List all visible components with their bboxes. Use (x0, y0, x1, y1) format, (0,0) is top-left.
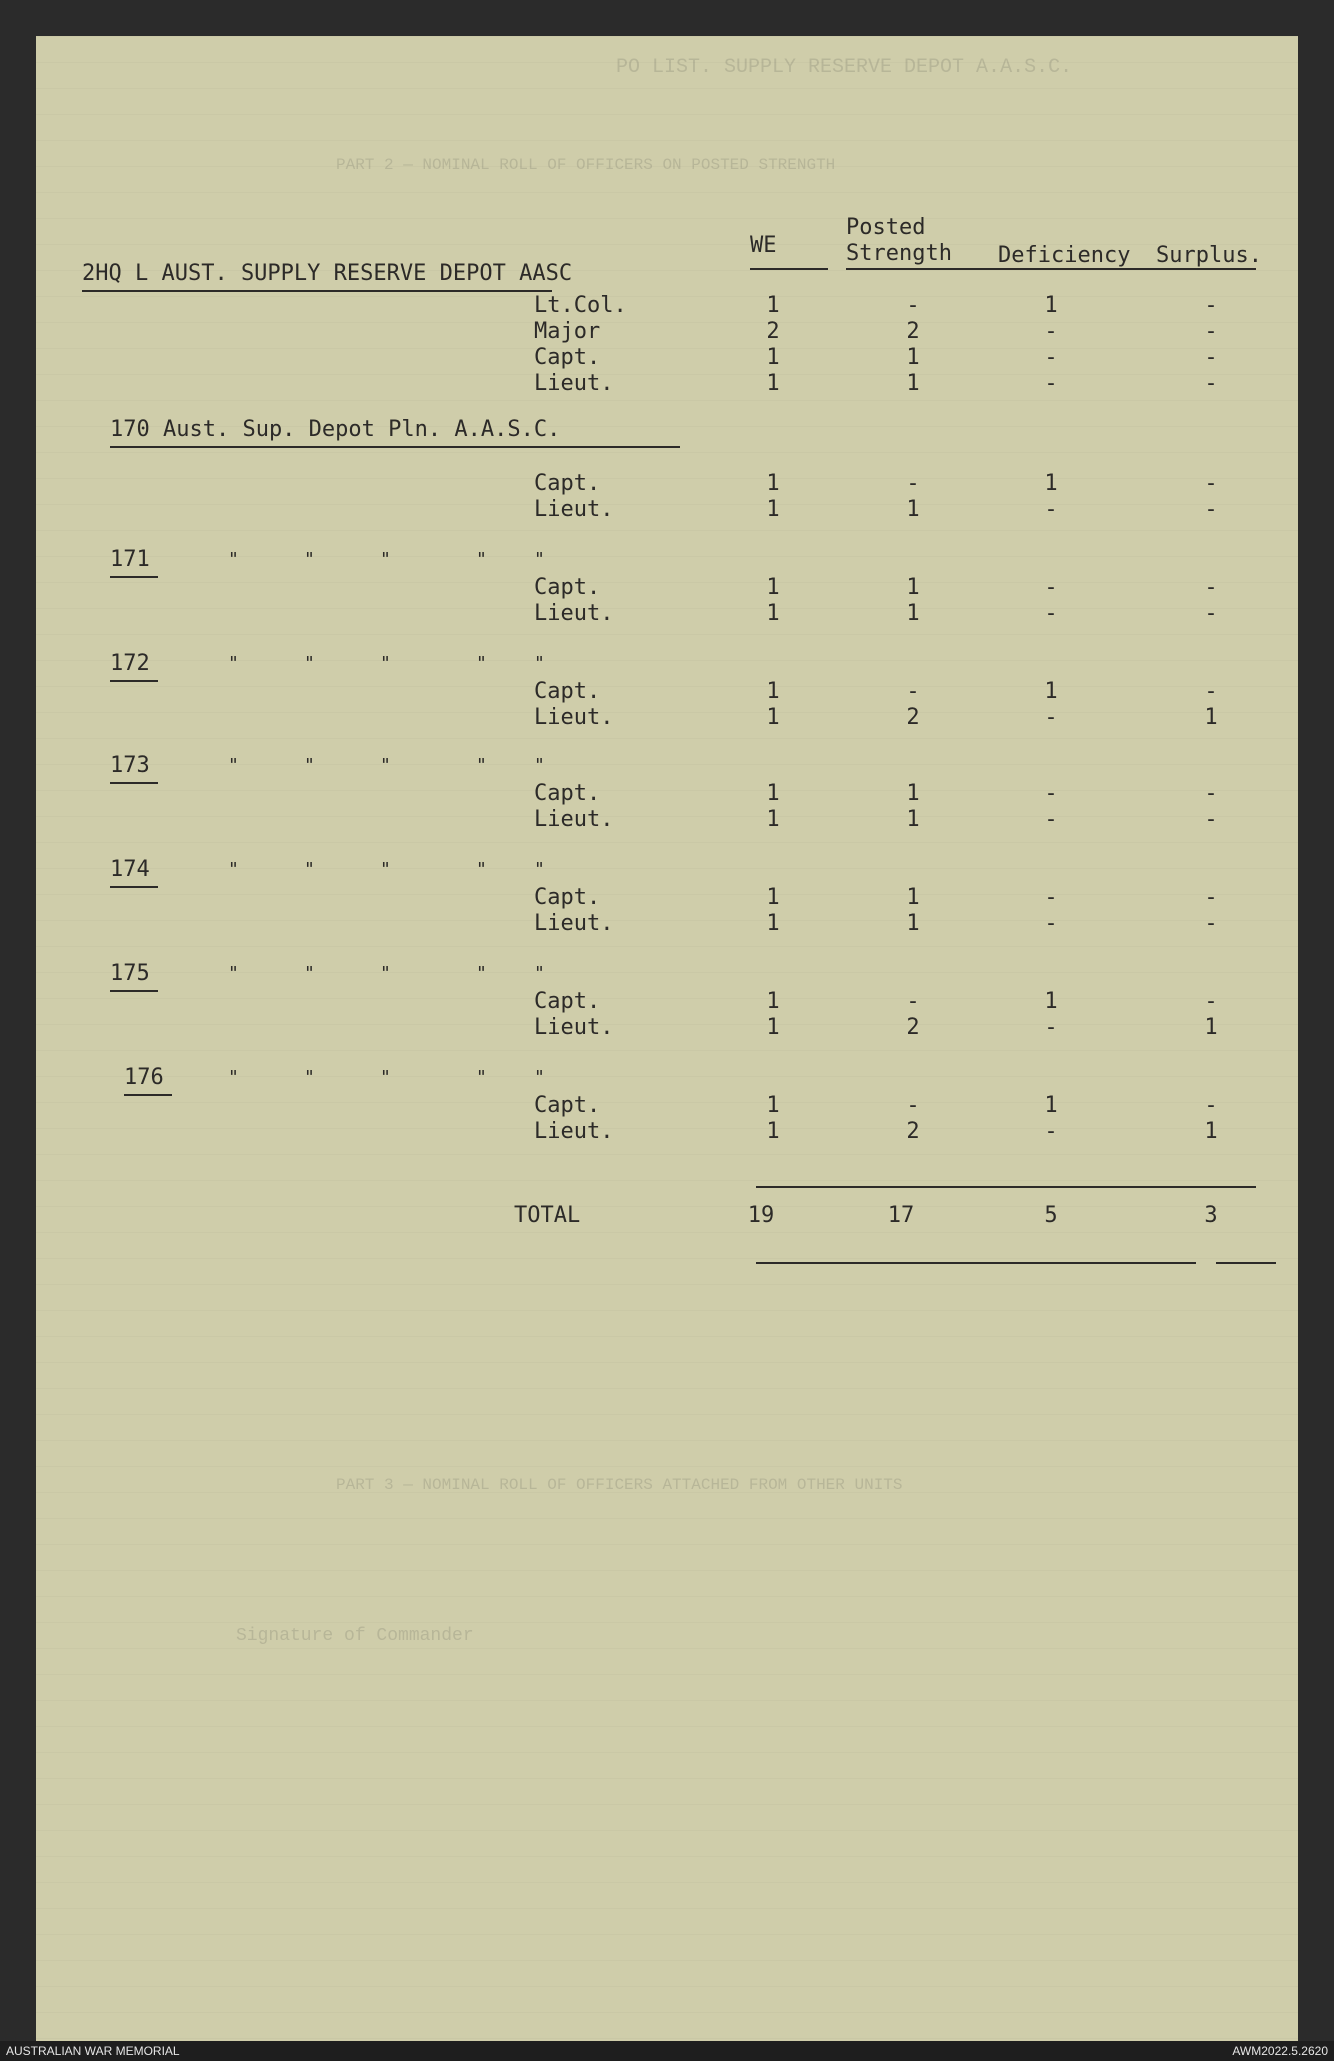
total-deficiency: 5 (1044, 1203, 1058, 1228)
value-surplus: 1 (1204, 1119, 1218, 1144)
header-posted-line2: Strength (846, 241, 952, 266)
value-deficiency: - (1044, 497, 1058, 522)
value-deficiency: - (1044, 781, 1058, 806)
value-posted: - (906, 989, 920, 1014)
unit-name-underline (110, 990, 158, 992)
total-posted: 17 (887, 1203, 915, 1228)
ditto-mark: " (380, 549, 391, 570)
value-surplus: - (1204, 497, 1218, 522)
header-we: WE (750, 233, 777, 258)
unit-name: 171 (110, 547, 150, 572)
value-we: 1 (766, 575, 780, 600)
ditto-mark: " (304, 1067, 315, 1088)
value-deficiency: - (1044, 575, 1058, 600)
value-we: 1 (766, 885, 780, 910)
value-we: 1 (766, 911, 780, 936)
rank-label: Lieut. (534, 911, 614, 936)
value-deficiency: - (1044, 807, 1058, 832)
ditto-mark: " (476, 963, 487, 984)
value-we: 1 (766, 1093, 780, 1118)
unit-name-underline (110, 886, 158, 888)
value-surplus: - (1204, 679, 1218, 704)
rank-label: Major (534, 319, 601, 344)
rank-label: Capt. (534, 575, 601, 600)
unit-name-underline (110, 576, 158, 578)
header-posted-line1: Posted (846, 215, 926, 240)
value-posted: 1 (906, 781, 920, 806)
rank-label: Capt. (534, 989, 601, 1014)
rank-label: Capt. (534, 679, 601, 704)
value-deficiency: - (1044, 911, 1058, 936)
value-posted: 1 (906, 601, 920, 626)
unit-name: 172 (110, 651, 150, 676)
total-surplus: 3 (1204, 1203, 1218, 1228)
ditto-mark: " (304, 653, 315, 674)
value-posted: - (906, 679, 920, 704)
ditto-mark: " (476, 859, 487, 880)
value-deficiency: - (1044, 345, 1058, 370)
ditto-mark: " (534, 1067, 545, 1088)
value-posted: 1 (906, 371, 920, 396)
value-we: 2 (766, 319, 780, 344)
value-deficiency: - (1044, 1119, 1058, 1144)
unit-name: 2HQ L AUST. SUPPLY RESERVE DEPOT AASC (82, 261, 573, 286)
ditto-mark: " (228, 549, 239, 570)
ditto-mark: " (534, 859, 545, 880)
value-posted: 1 (906, 345, 920, 370)
unit-name: 175 (110, 961, 150, 986)
value-surplus: - (1204, 911, 1218, 936)
total-rule-bottom-right (1216, 1262, 1276, 1264)
value-posted: 2 (906, 1119, 920, 1144)
value-deficiency: 1 (1044, 471, 1058, 496)
value-we: 1 (766, 679, 780, 704)
unit-name: 173 (110, 753, 150, 778)
value-posted: 1 (906, 885, 920, 910)
value-posted: 2 (906, 1015, 920, 1040)
ditto-mark: " (476, 755, 487, 776)
unit-name: 176 (124, 1065, 164, 1090)
ditto-mark: " (380, 1067, 391, 1088)
value-we: 1 (766, 807, 780, 832)
value-surplus: - (1204, 471, 1218, 496)
document-sheet: PO LIST. SUPPLY RESERVE DEPOT A.A.S.C. PART 2 — NOMINAL ROLL OF OFFICERS ON POSTED STRENGTH PART 3 — NOMINAL ROLL OF OFFICERS ATTACHED FROM OTHER UNITS Signature of Commander WE Posted Strength Deficiency Surplus. 2HQ L AUST. SUPPLY RESERVE DEPOT AASC Lt.Col. 1 - 1 - Major 2 2 - - Capt. 1 1 - - Lieut. 1 1 - - 170 Aust. Sup. Depot Pln. A.A.S.C. Capt. 1 - 1 - Lieut. 1 1 - - 171 " " " " " Capt. 1 1 - - Lieut. 1 1 - - 172 " " " " " Capt. 1 - 1 - Lieut. 1 2 - 1 173 " " " " " Capt. 1 1 - - Lieut. 1 1 - - 174 " " " " " Capt. 1 1 - - Lieut. 1 1 - - 175 " " " " " Capt. 1 - 1 - Lieut. 1 2 - 1 176 " " " " " Capt. 1 - 1 - Lieut. 1 2 - 1 TOTAL 19 17 5 3 (36, 36, 1298, 2041)
value-we: 1 (766, 345, 780, 370)
archive-reference: AWM2022.5.2620 (1232, 2044, 1328, 2058)
value-posted: 1 (906, 807, 920, 832)
value-we: 1 (766, 471, 780, 496)
ditto-mark: " (380, 859, 391, 880)
value-surplus: - (1204, 807, 1218, 832)
value-we: 1 (766, 781, 780, 806)
value-we: 1 (766, 1015, 780, 1040)
value-surplus: 1 (1204, 1015, 1218, 1040)
ditto-mark: " (304, 755, 315, 776)
ditto-mark: " (534, 653, 545, 674)
ditto-mark: " (380, 755, 391, 776)
total-rule-top (756, 1186, 1256, 1188)
value-deficiency: 1 (1044, 1093, 1058, 1118)
value-deficiency: 1 (1044, 679, 1058, 704)
ditto-mark: " (228, 859, 239, 880)
value-surplus: - (1204, 575, 1218, 600)
rank-label: Lieut. (534, 1119, 614, 1144)
rank-label: Lieut. (534, 601, 614, 626)
ditto-mark: " (304, 859, 315, 880)
value-we: 1 (766, 497, 780, 522)
ditto-mark: " (534, 963, 545, 984)
value-surplus: - (1204, 601, 1218, 626)
ditto-mark: " (476, 1067, 487, 1088)
ditto-mark: " (228, 1067, 239, 1088)
ditto-mark: " (534, 549, 545, 570)
total-label: TOTAL (514, 1203, 581, 1228)
ditto-mark: " (534, 755, 545, 776)
unit-name-underline (110, 782, 158, 784)
value-surplus: - (1204, 319, 1218, 344)
value-posted: - (906, 293, 920, 318)
rank-label: Capt. (534, 885, 601, 910)
value-we: 1 (766, 601, 780, 626)
value-surplus: - (1204, 345, 1218, 370)
value-deficiency: 1 (1044, 293, 1058, 318)
unit-name-underline (124, 1094, 172, 1096)
value-surplus: 1 (1204, 705, 1218, 730)
value-we: 1 (766, 989, 780, 1014)
ditto-mark: " (380, 653, 391, 674)
rank-label: Lieut. (534, 497, 614, 522)
rank-label: Capt. (534, 471, 601, 496)
value-surplus: - (1204, 371, 1218, 396)
unit-name: 174 (110, 857, 150, 882)
value-we: 1 (766, 1119, 780, 1144)
value-we: 1 (766, 371, 780, 396)
value-posted: 1 (906, 575, 920, 600)
rank-label: Capt. (534, 781, 601, 806)
value-we: 1 (766, 705, 780, 730)
archive-footer (0, 2041, 1334, 2061)
value-posted: 2 (906, 319, 920, 344)
value-posted: 1 (906, 497, 920, 522)
ditto-mark: " (228, 963, 239, 984)
ditto-mark: " (476, 549, 487, 570)
ditto-mark: " (476, 653, 487, 674)
rank-label: Lieut. (534, 807, 614, 832)
total-rule-bottom (756, 1262, 1196, 1264)
value-surplus: - (1204, 989, 1218, 1014)
ditto-mark: " (228, 653, 239, 674)
value-deficiency: - (1044, 705, 1058, 730)
value-deficiency: - (1044, 885, 1058, 910)
total-we: 19 (747, 1203, 775, 1228)
rank-label: Capt. (534, 345, 601, 370)
value-posted: 2 (906, 705, 920, 730)
value-posted: - (906, 471, 920, 496)
rank-label: Capt. (534, 1093, 601, 1118)
value-deficiency: - (1044, 601, 1058, 626)
ditto-mark: " (304, 963, 315, 984)
unit-name-underline (110, 446, 680, 448)
value-deficiency: - (1044, 371, 1058, 396)
rank-label: Lieut. (534, 1015, 614, 1040)
rank-label: Lt.Col. (534, 293, 627, 318)
rank-label: Lieut. (534, 371, 614, 396)
ditto-mark: " (380, 963, 391, 984)
value-posted: - (906, 1093, 920, 1118)
unit-name: 170 Aust. Sup. Depot Pln. A.A.S.C. (110, 417, 561, 442)
value-we: 1 (766, 293, 780, 318)
value-surplus: - (1204, 885, 1218, 910)
unit-name-underline (82, 290, 552, 292)
archive-name: AUSTRALIAN WAR MEMORIAL (6, 2044, 180, 2058)
header-deficiency: Deficiency (998, 243, 1131, 268)
value-posted: 1 (906, 911, 920, 936)
header-underline-rest (846, 268, 1256, 270)
ditto-mark: " (228, 755, 239, 776)
value-surplus: - (1204, 781, 1218, 806)
header-underline-we (750, 268, 828, 270)
value-surplus: - (1204, 1093, 1218, 1118)
header-surplus: Surplus. (1156, 243, 1262, 268)
ditto-mark: " (304, 549, 315, 570)
value-deficiency: - (1044, 319, 1058, 344)
rank-label: Lieut. (534, 705, 614, 730)
unit-name-underline (110, 680, 158, 682)
value-deficiency: 1 (1044, 989, 1058, 1014)
value-surplus: - (1204, 293, 1218, 318)
value-deficiency: - (1044, 1015, 1058, 1040)
